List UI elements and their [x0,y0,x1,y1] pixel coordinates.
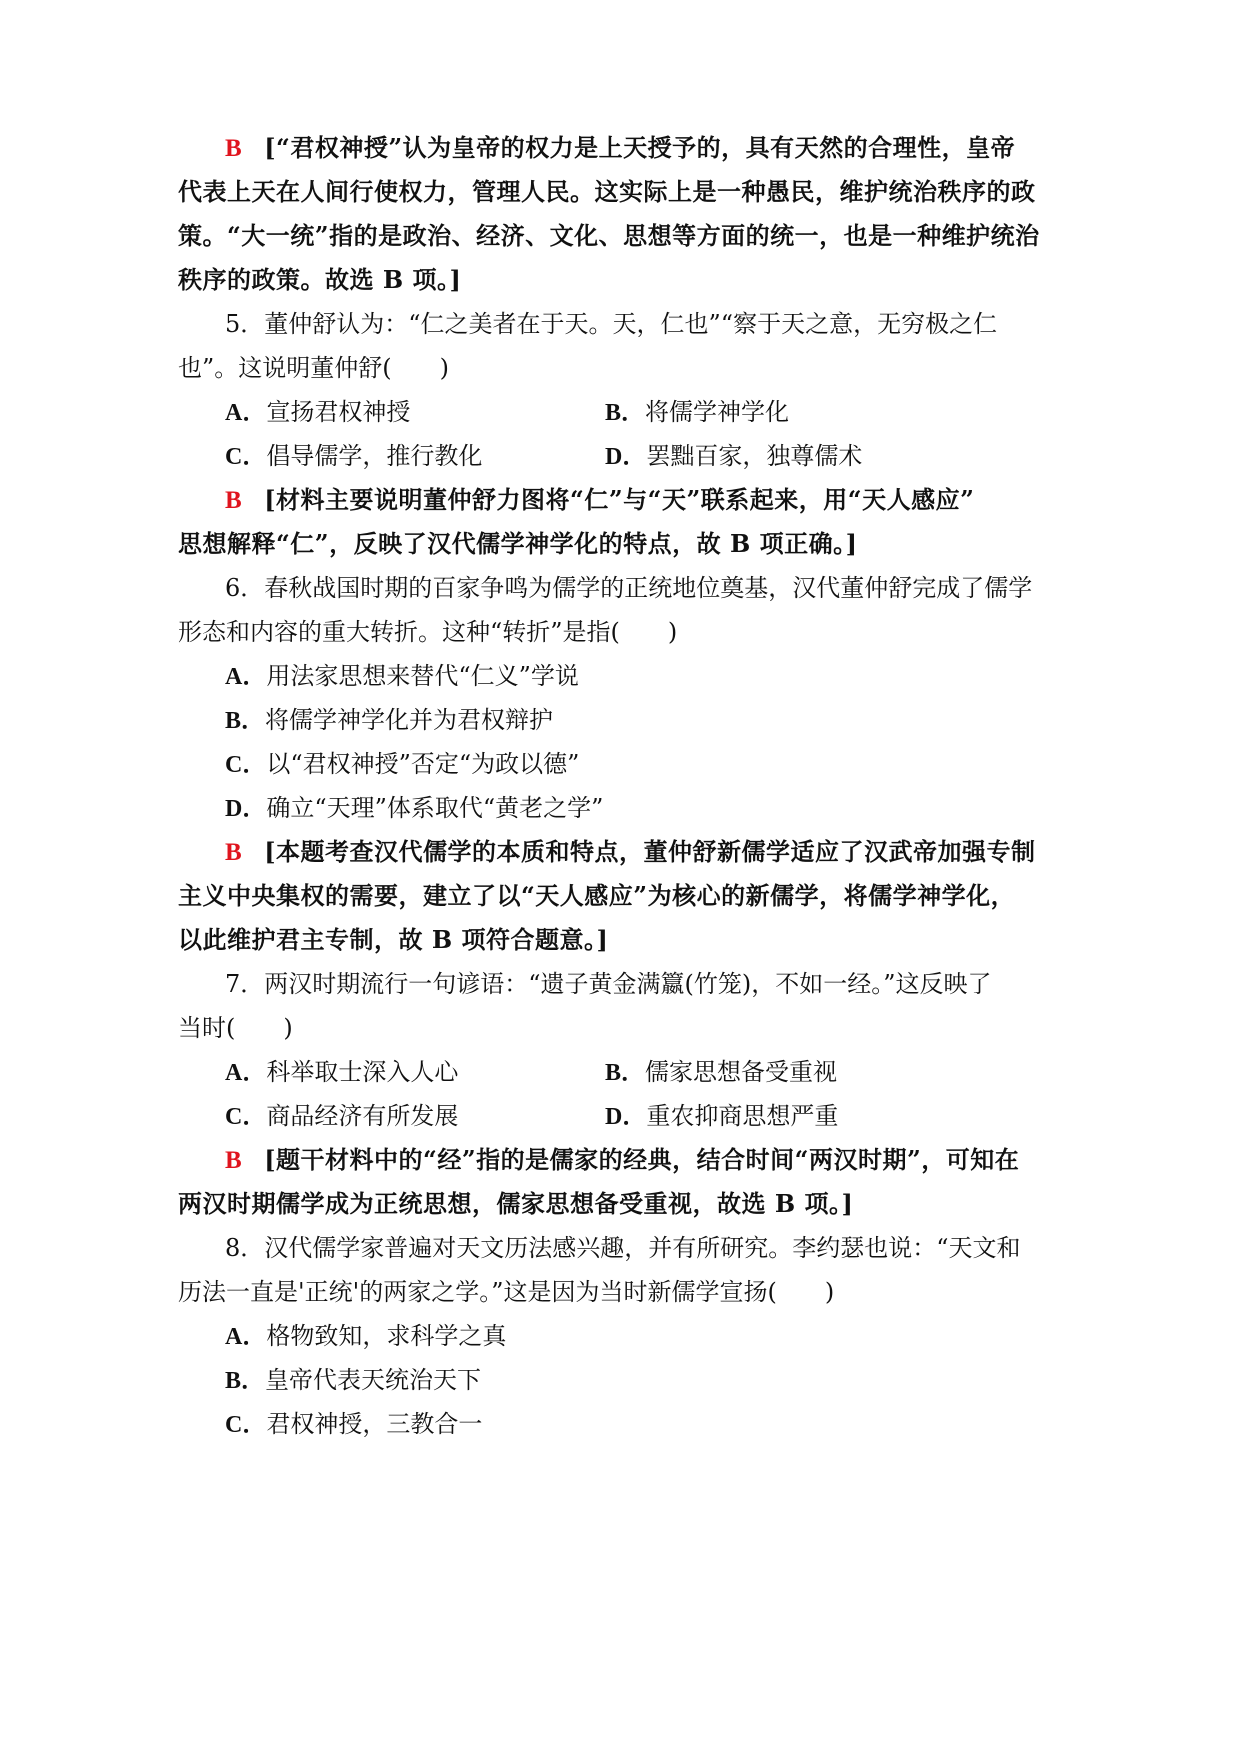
q6-explanation-line: 主义中央集权的需要，建立了以“天人感应”为核心的新儒学，将儒学神学化， [178,881,1016,910]
q6-option-b[interactable]: B．将儒学神学化并为君权辩护 [225,706,554,734]
q7-option-a[interactable]: A．科举取士深入人心 [225,1058,459,1086]
q6-explanation-line: 以此维护君主专制，故 B 项符合题意。] [178,925,609,954]
q8-option-b[interactable]: B．皇帝代表天统治天下 [225,1366,482,1394]
q7-explanation-line: 两汉时期儒学成为正统思想，儒家思想备受重视，故选 B 项。] [178,1189,854,1218]
q8-stem-line: 8．汉代儒学家普遍对天文历法感兴趣，并有所研究。李约瑟也说：“天文和 [225,1234,1021,1262]
q7-option-d[interactable]: D．重农抑商思想严重 [605,1102,839,1130]
q6-option-c[interactable]: C．以“君权神授”否定“为政以德” [225,750,580,778]
q7-stem-line: 当时( ) [178,1014,293,1042]
q7-explanation-line: B [题干材料中的“经”指的是儒家的经典，结合时间“两汉时期”，可知在 [225,1145,1020,1174]
q6-option-a[interactable]: A．用法家思想来替代“仁义”学说 [225,662,579,690]
q5-stem-line: 5．董仲舒认为：“仁之美者在于天。天，仁也”“察于天之意，无穷极之仁 [225,310,998,338]
q4-explanation-line: 秩序的政策。故选 B 项。] [178,265,462,294]
q8-option-c[interactable]: C．君权神授，三教合一 [225,1410,483,1438]
q7-stem-line: 7．两汉时期流行一句谚语：“遗子黄金满籝(竹笼)，不如一经。”这反映了 [225,970,992,998]
q7-answer-letter: B [225,1147,243,1174]
q5-stem-line: 也”。这说明董仲舒( ) [178,354,449,382]
q7-option-c[interactable]: C．商品经济有所发展 [225,1102,459,1130]
q8-stem-line: 历法一直是'正统'的两家之学。”这是因为当时新儒学宣扬( ) [178,1278,835,1306]
q6-answer-letter: B [225,839,243,866]
q6-option-d[interactable]: D．确立“天理”体系取代“黄老之学” [225,794,604,822]
q7-option-b[interactable]: B．儒家思想备受重视 [605,1058,838,1086]
q6-stem-line: 6．春秋战国时期的百家争鸣为儒学的正统地位奠基，汉代董仲舒完成了儒学 [225,574,1033,602]
q4-explanation-line: B [“君权神授”认为皇帝的权力是上天授予的，具有天然的合理性，皇帝 [225,133,1016,162]
q5-option-a[interactable]: A．宣扬君权神授 [225,398,411,426]
q6-explanation-line: B [本题考查汉代儒学的本质和特点，董仲舒新儒学适应了汉武帝加强专制 [225,837,1036,866]
q5-option-d[interactable]: D．罢黜百家，独尊儒术 [605,442,863,470]
q4-explanation-line: 代表上天在人间行使权力，管理人民。这实际上是一种愚民，维护统治秩序的政 [178,177,1036,206]
q5-option-c[interactable]: C．倡导儒学，推行教化 [225,442,483,470]
q4-answer-letter: B [225,135,243,162]
q6-stem-line: 形态和内容的重大转折。这种“转折”是指( ) [178,618,678,646]
q8-option-a[interactable]: A．格物致知，求科学之真 [225,1322,507,1350]
q5-answer-letter: B [225,487,243,514]
q5-explanation-line: B [材料主要说明董仲舒力图将“仁”与“天”联系起来，用“天人感应” [225,485,975,514]
q4-explanation-line: 策。“大一统”指的是政治、经济、文化、思想等方面的统一，也是一种维护统治 [178,221,1040,250]
q5-explanation-line: 思想解释“仁”，反映了汉代儒学神学化的特点，故 B 项正确。] [178,529,858,558]
q5-option-b[interactable]: B．将儒学神学化 [605,398,790,426]
